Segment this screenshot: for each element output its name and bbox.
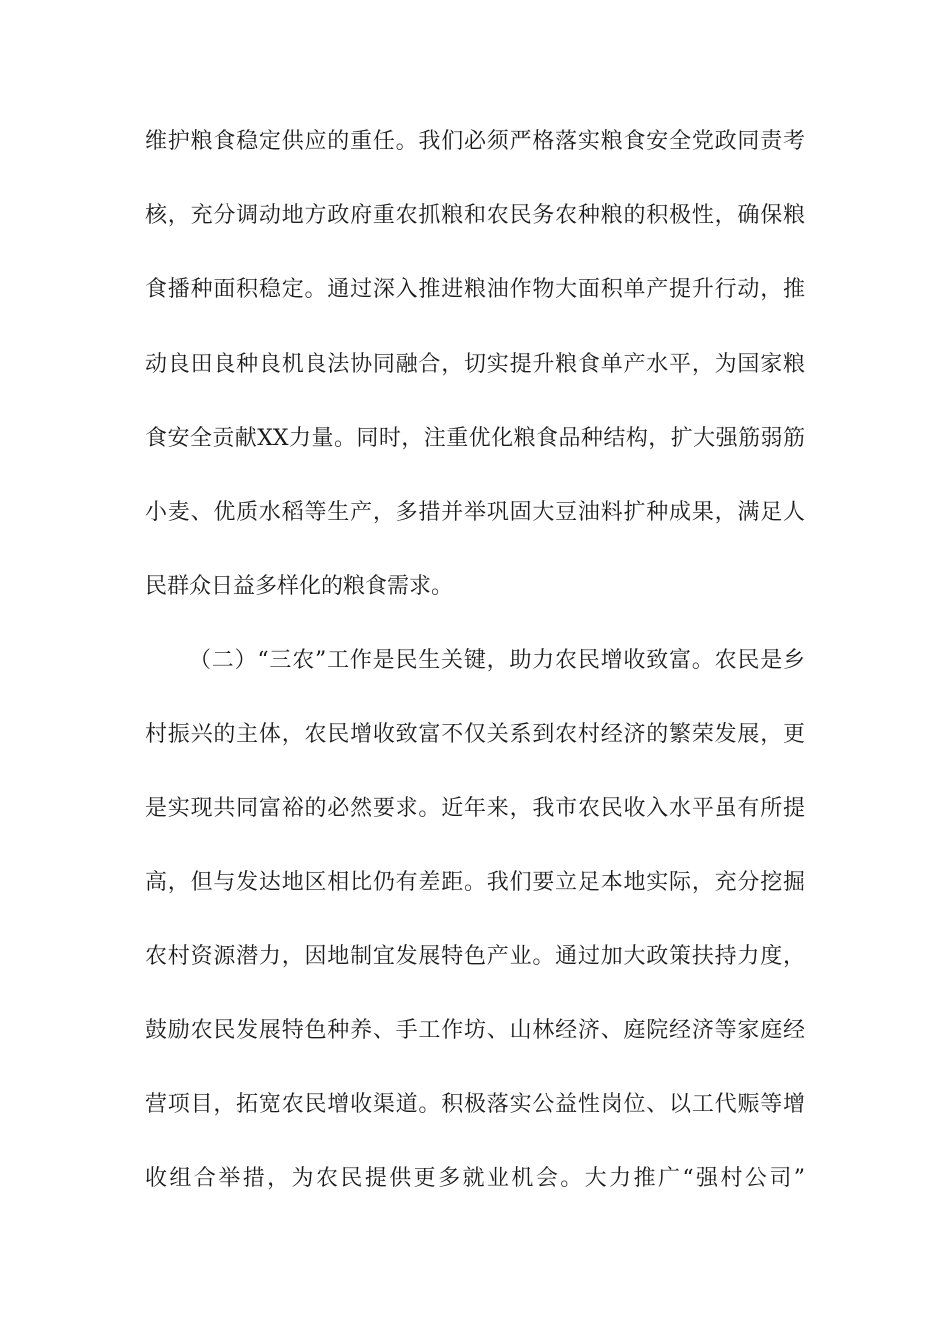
body-text-line: 食播种面积稳定。通过深入推进粮油作物大面积单产提升行动，推 <box>145 277 805 302</box>
section-heading-line: （二）“三农”工作是民生关键，助力农民增收致富。农民是乡 <box>189 648 805 673</box>
body-text-line: 鼓励农民发展特色种养、手工作坊、山林经济、庭院经济等家庭经 <box>145 1018 805 1043</box>
body-text-line: 高，但与发达地区相比仍有差距。我们要立足本地实际，充分挖掘 <box>145 870 805 895</box>
body-text-line: 核，充分调动地方政府重农抓粮和农民务农种粮的积极性，确保粮 <box>145 203 805 228</box>
body-text-line: 食安全贡献XX力量。同时，注重优化粮食品种结构，扩大强筋弱筋 <box>145 426 805 451</box>
body-text-line: 小麦、优质水稻等生产，多措并举巩固大豆油料扩种成果，满足人 <box>145 500 805 525</box>
body-text-line: 维护粮食稳定供应的重任。我们必须严格落实粮食安全党政同责考 <box>145 129 805 154</box>
body-text-line: 收组合举措，为农民提供更多就业机会。大力推广“强村公司” <box>145 1166 805 1191</box>
body-text-line: 民群众日益多样化的粮食需求。 <box>145 574 454 599</box>
body-text-line: 营项目，拓宽农民增收渠道。积极落实公益性岗位、以工代赈等增 <box>145 1092 805 1117</box>
body-text-line: 是实现共同富裕的必然要求。近年来，我市农民收入水平虽有所提 <box>145 796 805 821</box>
body-text-line: 村振兴的主体，农民增收致富不仅关系到农村经济的繁荣发展，更 <box>145 722 805 747</box>
body-text-line: 动良田良种良机良法协同融合，切实提升粮食单产水平，为国家粮 <box>145 352 805 377</box>
body-text-line: 农村资源潜力，因地制宜发展特色产业。通过加大政策扶持力度， <box>145 944 805 969</box>
